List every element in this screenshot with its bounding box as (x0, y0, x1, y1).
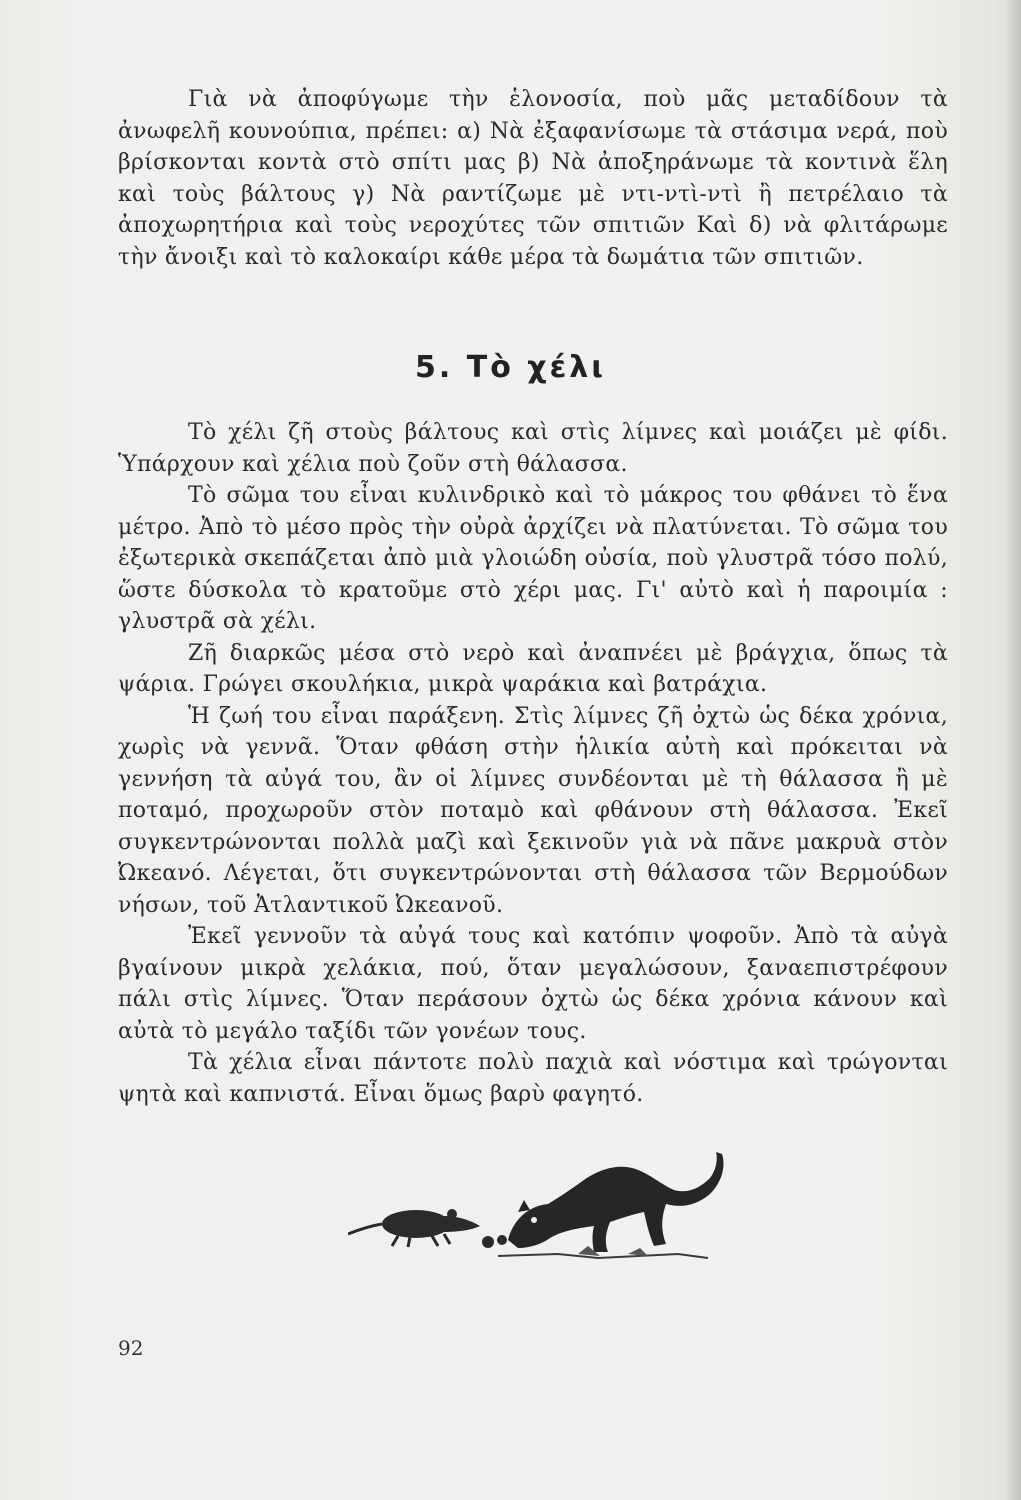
section-title: 5. Τὸ χέλι (415, 350, 606, 385)
paragraph: Τὰ χέλια εἶναι πάντοτε πολὺ παχιὰ καὶ νόστιμα καὶ τρώγονται ψητὰ καὶ καπνιστά. Εἶναι ὅμως βαρὺ φαγητό. (118, 1050, 948, 1107)
page-number: 92 (118, 1336, 144, 1360)
page-edge-shadow (1005, 0, 1021, 1500)
paragraph: Τὸ χέλι ζῆ στοὺς βάλτους καὶ στὶς λίμνες καὶ μοιάζει μὲ φίδι. Ὑπάρχουν καὶ χέλια ποὺ ζοῦν στὴ θάλασσα. (118, 420, 948, 477)
intro-text (118, 84, 948, 273)
paragraph: Τὸ σῶμα του εἶναι κυλινδρικὸ καὶ τὸ μάκρος του φθάνει τὸ ἕνα μέτρο. Ἀπὸ τὸ μέσο πρὸς τὴν οὐρὰ ἀρχίζει νὰ πλατύνεται. Τὸ σῶμα του ἐξωτερικὰ σκεπάζεται ἀπὸ μιὰ γλοιώδη οὐσία, ποὺ γλυστρᾶ τόσο πολύ, ὥστε δύσκολα τὸ κρατοῦμε στὸ χέρι μας. Γι' αὐτὸ καὶ ἡ παροιμία : γλυστρᾶ σὰ χέλι. (118, 483, 948, 634)
intro-paragraph: Γιὰ νὰ ἀποφύγωμε τὴν ἑλονοσία, ποὺ μᾶς μεταδίδουν τὰ ἀνωφελῆ κουνούπια, πρέπει: α) Νὰ ἐξαφανίσωμε τὰ στάσιμα νερά, ποὺ βρίσκονται κοντὰ στὸ σπίτι μας β) Νὰ ἀποξηράνωμε τὰ κοντινὰ ἕλη καὶ τοὺς βάλτους γ) Νὰ ραντίζωμε μὲ ντι-ντὶ-ντὶ ἢ πετρέλαιο τὰ ἀποχωρητήρια καὶ τοὺς νεροχύτες τῶν σπιτιῶν Καὶ δ) νὰ φλιτάρωμε τὴν ἄνοιξι καὶ τὸ καλοκαίρι κάθε μέρα τὰ δωμάτια τῶν σπιτιῶν. (118, 87, 948, 270)
animals-illustration (348, 1150, 728, 1270)
paragraph: Ζῆ διαρκῶς μέσα στὸ νερὸ καὶ ἀναπνέει μὲ βράγχια, ὅπως τὰ ψάρια. Γρώγει σκουλήκια, μικρὰ ψαράκια καὶ βατράχια. (118, 640, 948, 697)
section-body (118, 417, 948, 1110)
paragraph: Ἡ ζωή του εἶναι παράξενη. Στὶς λίμνες ζῆ ὀχτὼ ὡς δέκα χρόνια, χωρὶς νὰ γεννᾶ. Ὅταν φθάση στὴν ἡλικία αὐτὴ καὶ πρόκειται νὰ γεννήση τὰ αὐγά του, ἂν οἱ λίμνες συνδέονται μὲ τὴ θάλασσα ἢ μὲ ποταμό, προχωροῦν στὸν ποταμὸ καὶ φθάνουν στὴ θάλασσα. Ἐκεῖ συγκεντρώνονται πολλὰ μαζὶ καὶ ξεκινοῦν γιὰ νὰ πᾶνε μακρυὰ στὸν Ὠκεανό. Λέγεται, ὅτι συγκεντρώνονται στὴ θάλασσα τῶν Βερμούδων νήσων, τοῦ Ἀτλαντικοῦ Ὠκεανοῦ. (118, 703, 948, 918)
weasel-figure (498, 1152, 724, 1258)
paragraph: Ἐκεῖ γεννοῦν τὰ αὐγά τους καὶ κατόπιν ψοφοῦν. Ἀπὸ τὰ αὐγὰ βγαίνουν μικρὰ χελάκια, πού, ὅταν μεγαλώσουν, ξαναεπιστρέφουν πάλι στὶς λίμνες. Ὅταν περάσουν ὀχτὼ ὡς δέκα χρόνια κάνουν καὶ αὐτὰ τὸ μεγάλο ταξίδι τῶν γονέων τους. (118, 924, 948, 1044)
rat-figure (348, 1209, 507, 1248)
